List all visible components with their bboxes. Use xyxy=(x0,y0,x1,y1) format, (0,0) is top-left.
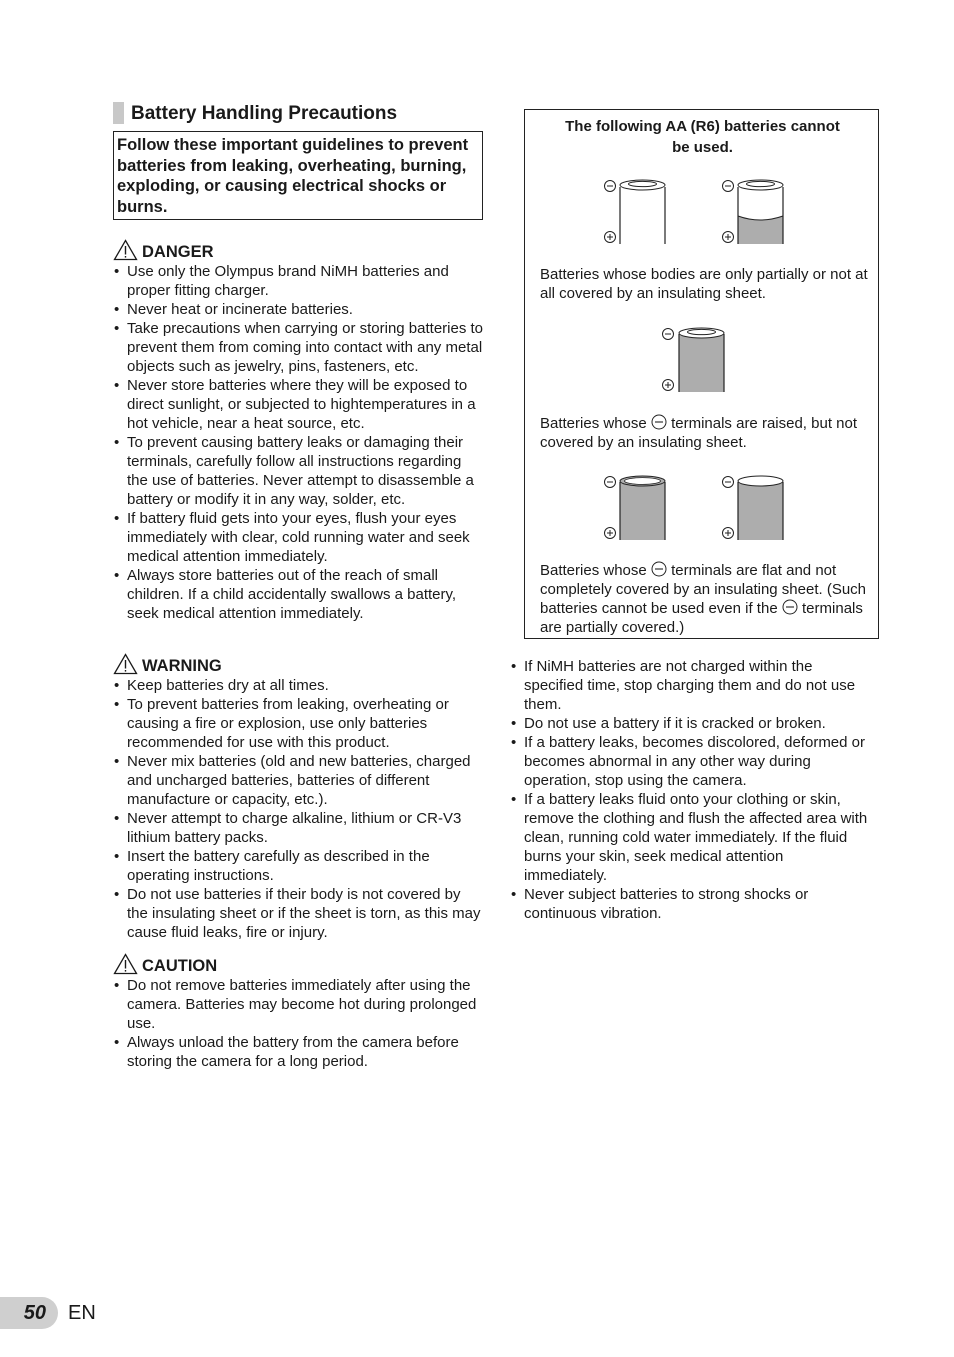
caption-flat-post: terminals are partially covered.) xyxy=(540,600,863,636)
danger-list xyxy=(113,262,485,623)
list-item: • Never heat or incinerate batteries. xyxy=(113,300,485,319)
battery-row-3 xyxy=(600,470,815,542)
caution-label: CAUTION xyxy=(142,957,218,975)
list-item: • Take precautions when carrying or storing batteries to prevent them from coming into contact with any metal objects such as jewelry, pins, fasteners, etc. xyxy=(113,319,485,376)
page-language: EN xyxy=(68,1302,96,1324)
caution-section xyxy=(113,950,485,1071)
right-section xyxy=(510,657,870,923)
minus-terminal-icon xyxy=(651,414,667,430)
caption-flat-pre: Batteries whose xyxy=(540,562,647,579)
list-item: • Always store batteries out of the reach of small children. If a child accidentally swallows a battery, seek medical attention immediately. xyxy=(113,566,485,623)
caption-raised-post: terminals are raised, but not covered by an insulating sheet. xyxy=(540,415,858,451)
battery-row-1 xyxy=(600,174,815,246)
list-item: • Do not use batteries if their body is not covered by the insulating sheet or if the sheet is torn, as this may cause fluid leaks, fire or injury. xyxy=(113,885,485,942)
caption-uncovered: Batteries whose bodies are only partially or not at all covered by an insulating sheet. xyxy=(540,266,868,302)
list-item: • If a battery leaks, becomes discolored, deformed or becomes abnormal in any other way during operation, stop using the camera. xyxy=(510,733,870,790)
caption-flat-mid: terminals are flat and not completely covered by an insulating sheet. (Such batteries cannot be used even if the xyxy=(540,562,867,617)
caution-list xyxy=(113,976,485,1071)
minus-terminal-icon xyxy=(782,599,798,615)
list-item: • Do not use a battery if it is cracked or broken. xyxy=(510,714,870,733)
list-item: • Use only the Olympus brand NiMH batteries and proper fitting charger. xyxy=(113,262,485,300)
intro-box: Follow these important guidelines to prevent batteries from leaking, overheating, burning, exploding, or causing electrical shocks or burns. xyxy=(113,131,483,220)
list-item: • If NiMH batteries are not charged within the specified time, stop charging them and do not use them. xyxy=(510,657,870,714)
caption-raised-pre: Batteries whose xyxy=(540,415,647,432)
list-item: • If battery fluid gets into your eyes, flush your eyes immediately with clear, cold running water and seek medical attention immediately. xyxy=(113,509,485,566)
list-item: • Insert the battery carefully as described in the operating instructions. xyxy=(113,847,485,885)
warning-triangle-icon xyxy=(113,953,138,975)
list-item: • To prevent causing battery leaks or damaging their terminals, carefully follow all instructions regarding the use of batteries. Never attempt to disassemble a battery or modify it in any way, solder, etc. xyxy=(113,433,485,509)
aa-batteries-box xyxy=(524,109,879,639)
list-item: • Always unload the battery from the camera before storing the camera for a long period. xyxy=(113,1033,485,1071)
page-title: Battery Handling Precautions xyxy=(131,103,398,124)
aa-box-title: The following AA (R6) batteries cannot be used. xyxy=(565,118,840,156)
list-item: • Do not remove batteries immediately after using the camera. Batteries may become hot during prolonged use. xyxy=(113,976,485,1033)
warning-section xyxy=(113,650,485,942)
warning-list xyxy=(113,676,485,942)
battery-partially-covered xyxy=(723,180,784,244)
page-number: 50 xyxy=(0,1297,58,1329)
danger-section xyxy=(113,236,485,623)
minus-terminal-icon xyxy=(651,561,667,577)
list-item: • Never store batteries where they will be exposed to direct sunlight, or subjected to hightemperatures in a hot vehicle, near a heat source, etc. xyxy=(113,376,485,433)
list-item: • To prevent batteries from leaking, overheating or causing a fire or explosion, use only batteries recommended for use with this product. xyxy=(113,695,485,752)
warning-triangle-icon xyxy=(113,653,138,675)
list-item: • Never mix batteries (old and new batteries, charged and uncharged batteries, batteries of different manufacture or capacity, etc.). xyxy=(113,752,485,809)
title-marker xyxy=(113,102,124,124)
caution-heading xyxy=(113,950,485,976)
list-item: • Never attempt to charge alkaline, lithium or CR-V3 lithium battery packs. xyxy=(113,809,485,847)
battery-uncovered xyxy=(605,180,666,244)
right-list xyxy=(510,657,870,923)
warning-heading xyxy=(113,650,485,676)
battery-raised-terminal xyxy=(663,328,725,392)
list-item: • If a battery leaks fluid onto your clothing or skin, remove the clothing and flush the affected area with clean, running cold water immediately. If the fluid burns your skin, seek medical attention immediately. xyxy=(510,790,870,885)
warning-label: WARNING xyxy=(142,657,222,675)
caption-flat-terminal xyxy=(540,561,870,637)
warning-triangle-icon xyxy=(113,239,138,261)
battery-flat-terminal-1 xyxy=(605,476,666,540)
list-item: • Keep batteries dry at all times. xyxy=(113,676,485,695)
danger-heading xyxy=(113,236,485,262)
danger-label: DANGER xyxy=(142,243,214,261)
list-item: • Never subject batteries to strong shocks or continuous vibration. xyxy=(510,885,870,923)
caption-raised-terminal xyxy=(540,414,870,452)
battery-row-2 xyxy=(658,322,738,394)
battery-flat-terminal-2 xyxy=(723,476,784,540)
